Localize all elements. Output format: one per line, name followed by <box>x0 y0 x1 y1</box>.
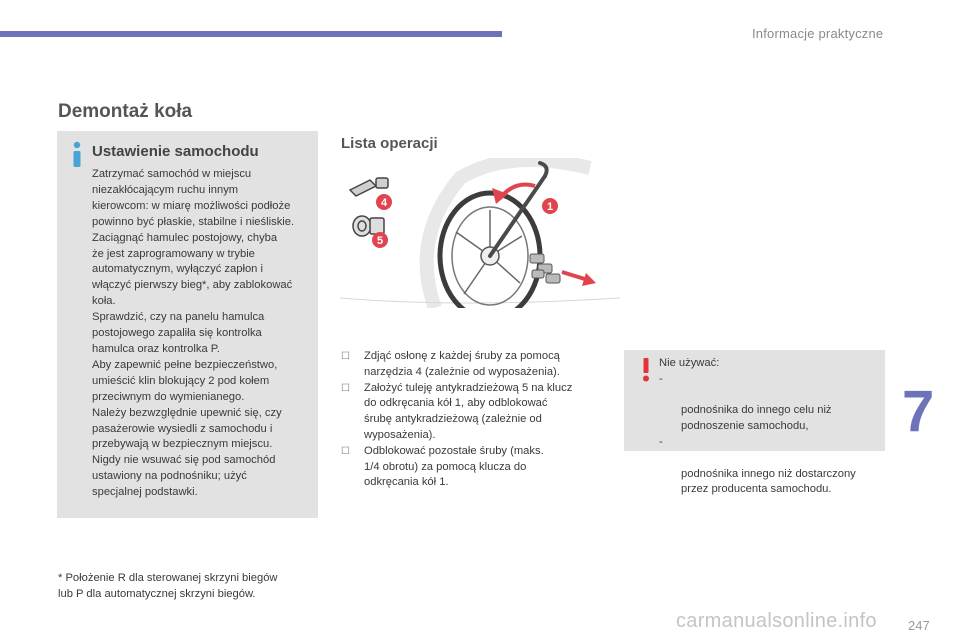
watermark: carmanualsonline.info <box>676 610 877 632</box>
list-item <box>341 349 611 381</box>
step-text: Założyć tuleję antykradzieżową 5 na klucz do odkręcania kół 1, aby odblokować śrubę antykradzieżową (zależnie od wyposażenia). <box>364 381 573 441</box>
checkbox-bullet-icon: ☐ <box>341 382 350 394</box>
illustration-label-4: 4 <box>380 197 388 209</box>
chapter-number: 7 <box>902 379 935 444</box>
wheel-removal-illustration <box>340 158 620 308</box>
list-item: - podnośnika do innego celu niż podnoszenie samochodu, <box>659 372 832 433</box>
illustration-label-1: 1 <box>546 201 554 213</box>
warning-item-text: podnośnika do innego celu niż podnoszenie samochodu, <box>681 404 832 433</box>
header-accent-bar <box>0 31 502 37</box>
operations-heading: Lista operacji <box>341 135 438 152</box>
warning-text <box>659 356 881 498</box>
warning-item-text: podnośnika innego niż dostarczony przez producenta samochodu. <box>681 467 856 496</box>
info-box <box>57 131 318 518</box>
page-heading: Demontaż koła <box>58 101 193 122</box>
illustration-label-5: 5 <box>376 235 384 247</box>
footnote: * Położenie R dla sterowanej skrzyni biegów lub P dla automatycznej skrzyni biegów. <box>58 572 278 600</box>
step-text: Odblokować pozostałe śruby (maks. 1/4 obrotu) za pomocą klucza do odkręcania kół 1. <box>364 444 544 489</box>
step-text: Zdjąć osłonę z każdej śruby za pomocą narzędzia 4 (zależnie od wyposażenia). <box>364 350 560 378</box>
warning-icon <box>642 358 650 382</box>
list-item <box>341 381 611 444</box>
list-item: - podnośnika innego niż dostarczony przez producenta samochodu. <box>659 435 856 496</box>
page-number: 247 <box>908 618 930 633</box>
section-title: Informacje praktyczne <box>752 26 884 41</box>
info-box-title: Ustawienie samochodu <box>92 143 259 160</box>
warning-box <box>624 350 885 496</box>
info-box-text: Zatrzymać samochód w miejscu niezakłócającym ruchu innym kierowcom: w miarę możliwości podłoże powinno być płaskie, stabilne i nieśliskie. Zaciągnąć hamulec postojowy, chyba że jest zaprogramowany w trybie automatycznym, wyłączyć zapłon i włączyć pierwszy bieg*, aby zablokować koła. Sprawdzić, czy na panelu hamulca postojowego zapaliła się kontrolka hamulca oraz kontrolka P. Aby zapewnić pełne bezpieczeństwo, umieścić klin blokujący 2 pod kołem przeciwnym do wymienianego. Należy bezwzględnie upewnić się, czy pasażerowie wysiedli z samochodu i przebywają w bezpiecznym miejscu. Nigdy nie wsuwać się pod samochód ustawiony na podnośniku; użyć specjalnej podstawki. <box>92 168 295 499</box>
checkbox-bullet-icon: ☐ <box>341 445 350 457</box>
checkbox-bullet-icon: ☐ <box>341 351 350 362</box>
warning-intro: Nie używać: <box>659 357 720 369</box>
info-icon <box>67 139 87 169</box>
list-item <box>341 444 611 491</box>
operations-steps-list <box>341 349 611 491</box>
